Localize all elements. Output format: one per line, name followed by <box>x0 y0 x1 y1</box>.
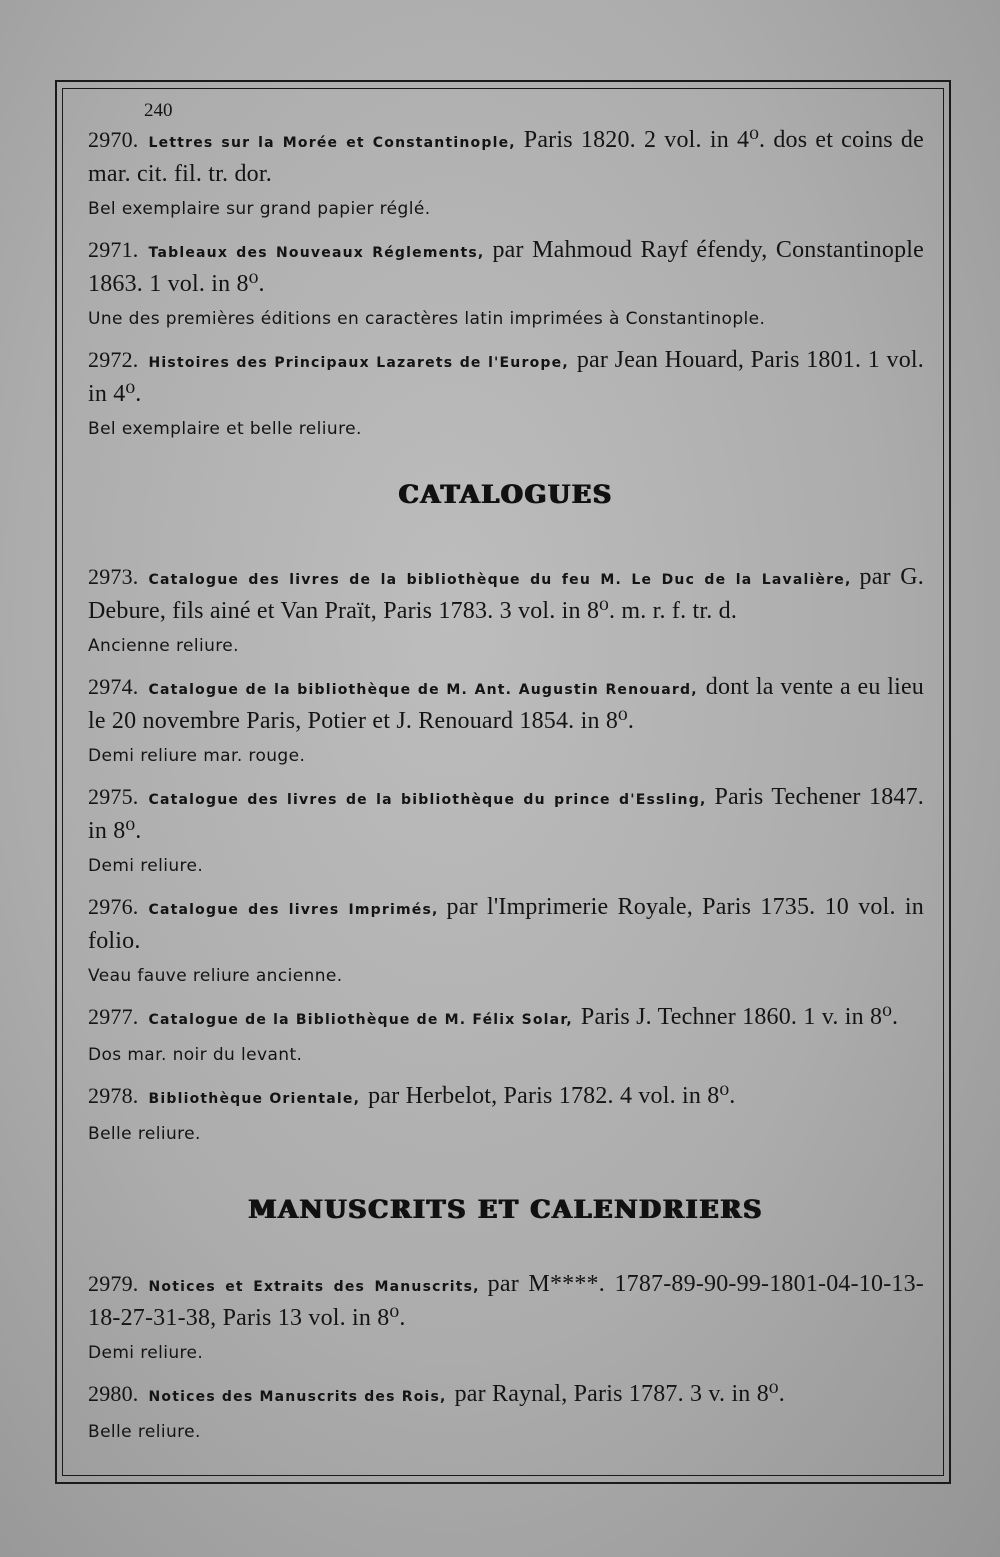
entry-note: Veau fauve reliure ancienne. <box>88 966 343 986</box>
entry-details: Paris J. Techner 1860. 1 v. in 8⁰. <box>580 1004 899 1030</box>
entry-details: Paris Techener 1847. in 8⁰. <box>88 784 925 844</box>
entry-number: 2970. <box>88 127 139 152</box>
catalogue-entry <box>88 1001 924 1068</box>
entry-note: Ancienne reliure. <box>88 636 239 656</box>
entry-note: Une des premières éditions en caractères latin imprimées à Constantinople. <box>88 309 766 329</box>
entry-title: Histoires des Principaux Lazarets de l'Europe, <box>148 355 569 371</box>
catalogue-entry <box>88 671 924 769</box>
entry-title: Notices des Manuscrits des Rois, <box>148 1389 447 1405</box>
page-number: 240 <box>144 100 173 121</box>
entry-number: 2980. <box>88 1381 139 1406</box>
entry-title: Catalogue des livres Imprimés, <box>148 902 439 918</box>
entry-note: Demi reliure. <box>88 856 204 876</box>
entry-note: Belle reliure. <box>88 1124 201 1144</box>
entry-title: Catalogue des livres de la bibliothèque du prince d'Essling, <box>148 792 707 808</box>
catalogue-entry <box>88 344 924 442</box>
entry-note: Belle reliure. <box>88 1422 201 1442</box>
entry-title: Notices et Extraits des Manuscrits, <box>148 1279 480 1295</box>
section-heading-manuscrits: MANUSCRITS ET CALENDRIERS <box>248 1195 764 1224</box>
catalogue-entry <box>88 124 924 222</box>
entry-details: Paris 1820. 2 vol. in 4⁰. dos et coins de mar. cit. fil. tr. dor. <box>88 127 924 187</box>
entry-note: Bel exemplaire sur grand papier réglé. <box>88 199 431 219</box>
entry-number: 2979. <box>88 1271 139 1296</box>
entry-number: 2972. <box>88 347 139 372</box>
entry-details: par Raynal, Paris 1787. 3 v. in 8⁰. <box>454 1381 785 1407</box>
catalogue-entry <box>88 1268 924 1366</box>
entries-catalogues <box>88 561 924 1147</box>
entry-number: 2971. <box>88 237 139 262</box>
entry-title: Tableaux des Nouveaux Réglements, <box>148 245 485 261</box>
entry-number: 2976. <box>88 894 139 919</box>
catalogue-entry <box>88 781 924 879</box>
catalogue-entry <box>88 891 924 989</box>
catalogue-entry <box>88 1080 924 1147</box>
entry-title: Lettres sur la Morée et Constantinople, <box>148 135 516 151</box>
entry-details: par l'Imprimerie Royale, Paris 1735. 10 vol. in folio. <box>88 894 924 954</box>
entry-title: Catalogue de la Bibliothèque de M. Félix Solar, <box>148 1012 573 1028</box>
entry-details: par G. Debure, fils ainé et Van Praït, Paris 1783. 3 vol. in 8⁰. m. r. f. tr. d. <box>88 564 924 624</box>
entries-top <box>88 124 924 442</box>
entry-details: par Jean Houard, Paris 1801. 1 vol. in 4⁰. <box>88 347 925 407</box>
entry-details: par Mahmoud Rayf éfendy, Constantinople 1863. 1 vol. in 8⁰. <box>88 237 924 297</box>
entry-note: Dos mar. noir du levant. <box>88 1045 303 1065</box>
entry-number: 2973. <box>88 564 139 589</box>
entry-title: Bibliothèque Orientale, <box>148 1091 361 1107</box>
entry-details: par M****. 1787-89-90-99-1801-04-10-13-18-27-31-38, Paris 13 vol. in 8⁰. <box>88 1271 924 1331</box>
catalogue-entry <box>88 1378 924 1445</box>
catalogue-entry <box>88 234 924 332</box>
entry-note: Bel exemplaire et belle reliure. <box>88 419 362 439</box>
entry-number: 2978. <box>88 1083 139 1108</box>
entry-details: par Herbelot, Paris 1782. 4 vol. in 8⁰. <box>368 1083 736 1109</box>
entries-manuscrits <box>88 1268 924 1445</box>
entry-number: 2975. <box>88 784 139 809</box>
catalogue-entry <box>88 561 924 659</box>
entry-title: Catalogue des livres de la bibliothèque du feu M. Le Duc de la Lavalière, <box>148 572 852 588</box>
entry-number: 2977. <box>88 1004 139 1029</box>
entry-number: 2974. <box>88 674 139 699</box>
catalogue-page <box>88 100 924 1457</box>
section-heading-catalogues: CATALOGUES <box>398 480 614 509</box>
entry-title: Catalogue de la bibliothèque de M. Ant. Augustin Renouard, <box>148 682 698 698</box>
entry-note: Demi reliure mar. rouge. <box>88 746 306 766</box>
entry-details: dont la vente a eu lieu le 20 novembre Paris, Potier et J. Renouard 1854. in 8⁰. <box>88 674 924 734</box>
entry-note: Demi reliure. <box>88 1343 204 1363</box>
